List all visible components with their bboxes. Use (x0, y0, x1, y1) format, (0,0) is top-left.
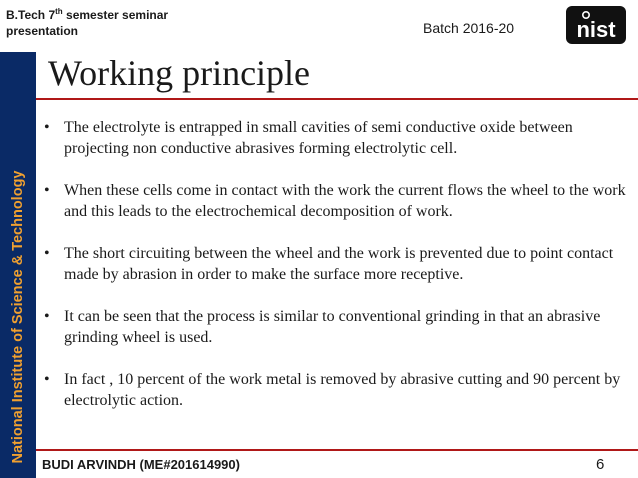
title-divider (36, 98, 638, 100)
seminar-line-1 (6, 4, 168, 23)
bullet-item (44, 369, 634, 411)
footer-divider (36, 449, 638, 451)
seminar-line-1-sup: th (55, 7, 63, 16)
seminar-line-1-suffix: semester seminar (62, 8, 169, 22)
bullet-text: When these cells come in contact with the work the current flows the wheel to the work and this leads to the electrochemical decomposition of work. (64, 182, 626, 220)
bullet-dot: • (44, 119, 50, 136)
bullet-dot: • (44, 308, 50, 325)
bullet-dot: • (44, 371, 50, 388)
seminar-caption (6, 4, 168, 39)
seminar-line-2: presentation (6, 24, 79, 38)
bullet-text: In fact , 10 percent of the work metal is removed by abrasive cutting and 90 percent by electrolytic action. (64, 371, 621, 409)
bullet-item (44, 180, 634, 222)
bullet-dot: • (44, 245, 50, 262)
bullet-text: It can be seen that the process is similar to conventional grinding in that an abrasive grinding wheel is used. (64, 308, 601, 346)
slide-title: Working principle (48, 53, 311, 93)
bullet-text: The short circuiting between the wheel and the work is prevented due to point contact made by abrasion in order to make the surface more receptive. (64, 245, 614, 283)
bullet-item (44, 243, 634, 285)
institute-name: National Institute of Science & Technology (10, 170, 26, 464)
bullet-text: The electrolyte is entrapped in small cavities of semi conductive oxide between projecting non conductive abrasives forming electrolytic cell. (64, 119, 573, 157)
bullet-list (44, 117, 634, 432)
batch-label: Batch 2016-20 (423, 20, 515, 36)
bullet-dot: • (44, 182, 50, 199)
seminar-line-1-prefix: B.Tech 7 (6, 8, 56, 22)
presenter-name: BUDI ARVINDH (ME#201614990) (42, 457, 240, 472)
page-number: 6 (596, 456, 605, 473)
sidebar-band (0, 52, 36, 478)
nist-logo (566, 6, 626, 44)
logo-lettering: nist (576, 17, 616, 42)
bullet-item (44, 117, 634, 159)
bullet-item (44, 306, 634, 348)
